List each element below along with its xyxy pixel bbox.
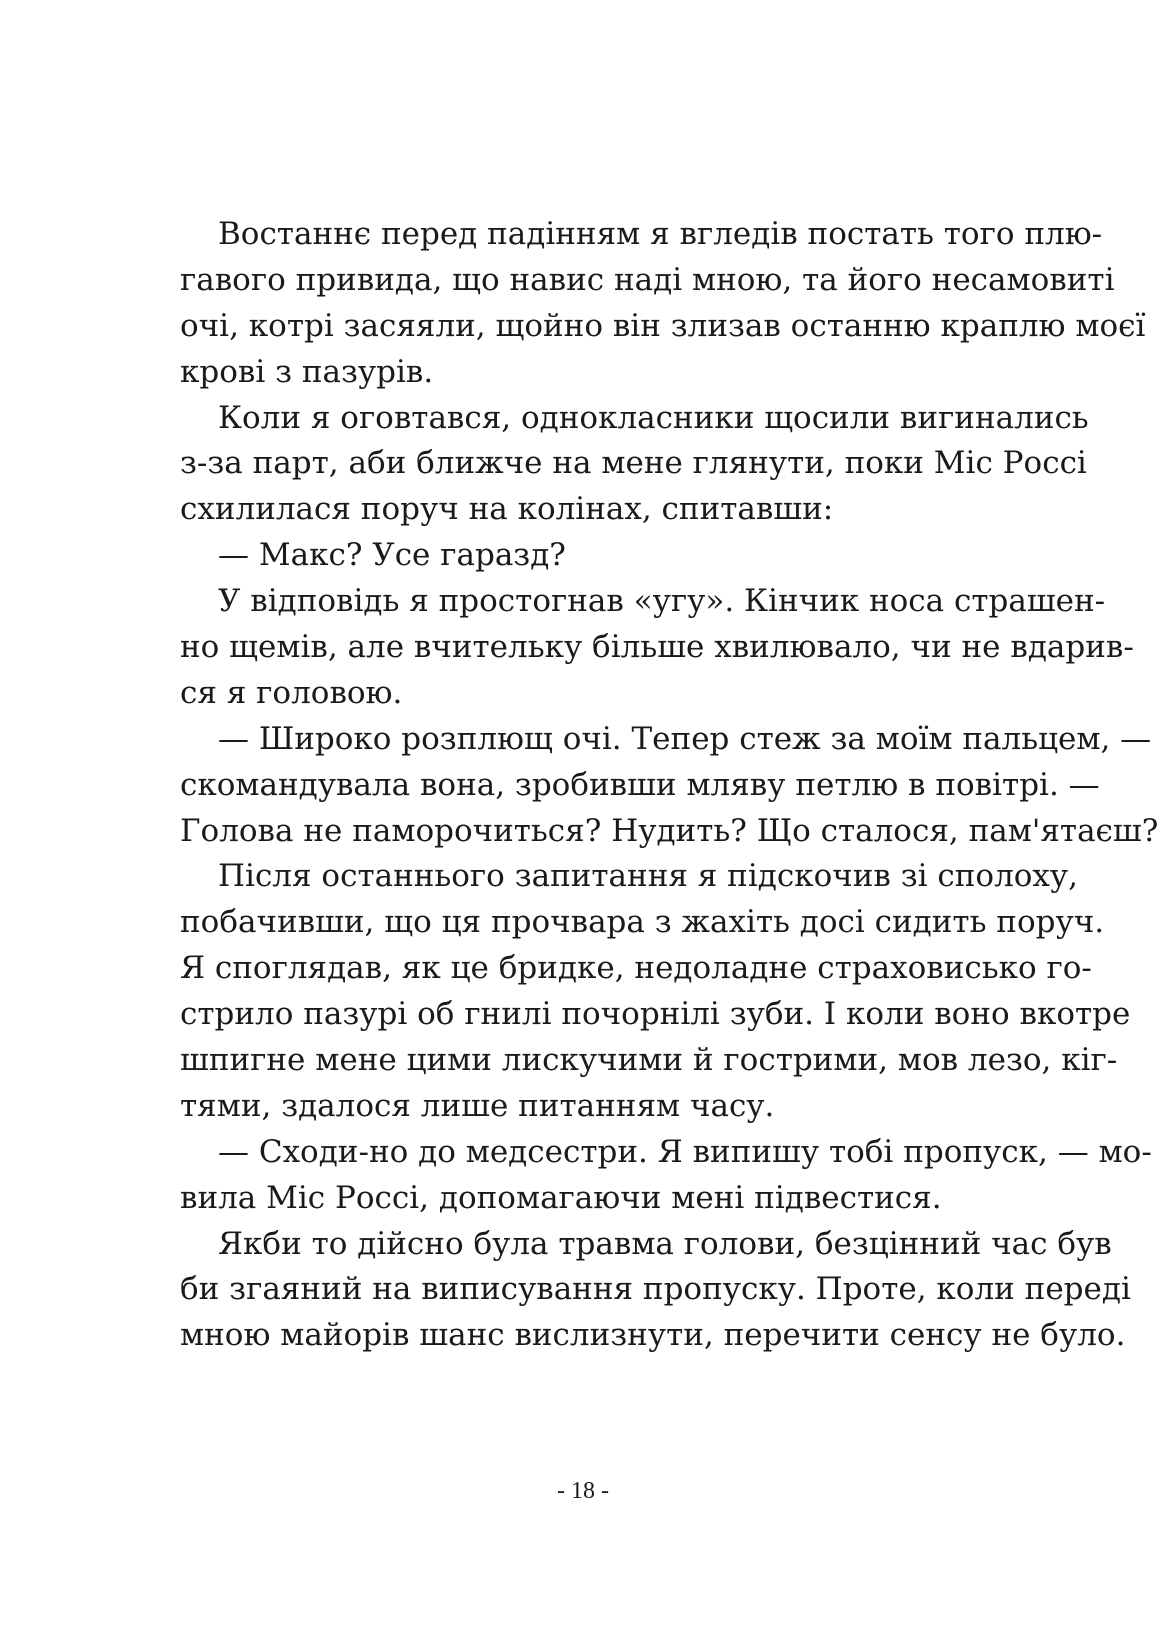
text-line: гавого привида, що навис наді мною, та його несамовиті bbox=[180, 261, 1115, 298]
text-line: з-за парт, аби ближче на мене глянути, поки Міс Россі bbox=[180, 445, 1087, 482]
text-line: очі, котрі засяяли, щойно він злизав останню краплю моєї bbox=[180, 307, 1146, 344]
page-number: - 18 - bbox=[557, 1478, 609, 1504]
text-line: ся я головою. bbox=[180, 674, 403, 711]
text-line: тями, здалося лише питанням часу. bbox=[180, 1087, 775, 1124]
text-line: би згаяний на виписування пропуску. Проте, коли переді bbox=[180, 1271, 1131, 1308]
text-line: шпигне мене цими лискучими й гострими, мов лезо, кіг- bbox=[180, 1042, 1118, 1079]
text-line: — Широко розплющ очі. Тепер стеж за моїм пальцем, — bbox=[218, 720, 1152, 757]
text-line: крові з пазурів. bbox=[180, 353, 434, 390]
text-line: Після останнього запитання я підскочив зі сполоху, bbox=[218, 858, 1079, 895]
page-text bbox=[180, 212, 1159, 1359]
text-line: но щемів, але вчительку більше хвилювало, чи не вдарив- bbox=[180, 629, 1134, 666]
text-line: Коли я оговтався, однокласники щосили вигинались bbox=[218, 399, 1089, 436]
text-line: схилилася поруч на колінах, спитавши: bbox=[180, 491, 834, 528]
text-line: Я споглядав, як це бридке, недоладне страховисько го- bbox=[180, 950, 1092, 987]
text-line: — Сходи-но до медсестри. Я випишу тобі пропуск, — мо- bbox=[218, 1133, 1152, 1170]
text-line: вила Міс Россі, допомагаючи мені підвестися. bbox=[180, 1179, 942, 1216]
text-line: скомандувала вона, зробивши мляву петлю в повітрі. — bbox=[180, 766, 1100, 803]
text-line: Якби то дійсно була травма голови, безцінний час був bbox=[218, 1225, 1112, 1262]
text-line: Востаннє перед падінням я вгледів постать того плю- bbox=[218, 216, 1103, 252]
text-line: У відповідь я простогнав «угу». Кінчик носа страшен- bbox=[218, 583, 1106, 620]
text-line: побачивши, що ця прочвара з жахіть досі сидить поруч. bbox=[180, 904, 1105, 941]
text-line: Голова не паморочиться? Нудить? Що сталося, пам'ятаєш? bbox=[180, 812, 1159, 849]
text-line: — Макс? Усе гаразд? bbox=[218, 537, 566, 574]
text-line: мною майорів шанс вислизнути, перечити сенсу не було. bbox=[180, 1317, 1126, 1354]
text-line: стрило пазурі об гнилі почорнілі зуби. І коли воно вкотре bbox=[180, 996, 1131, 1033]
